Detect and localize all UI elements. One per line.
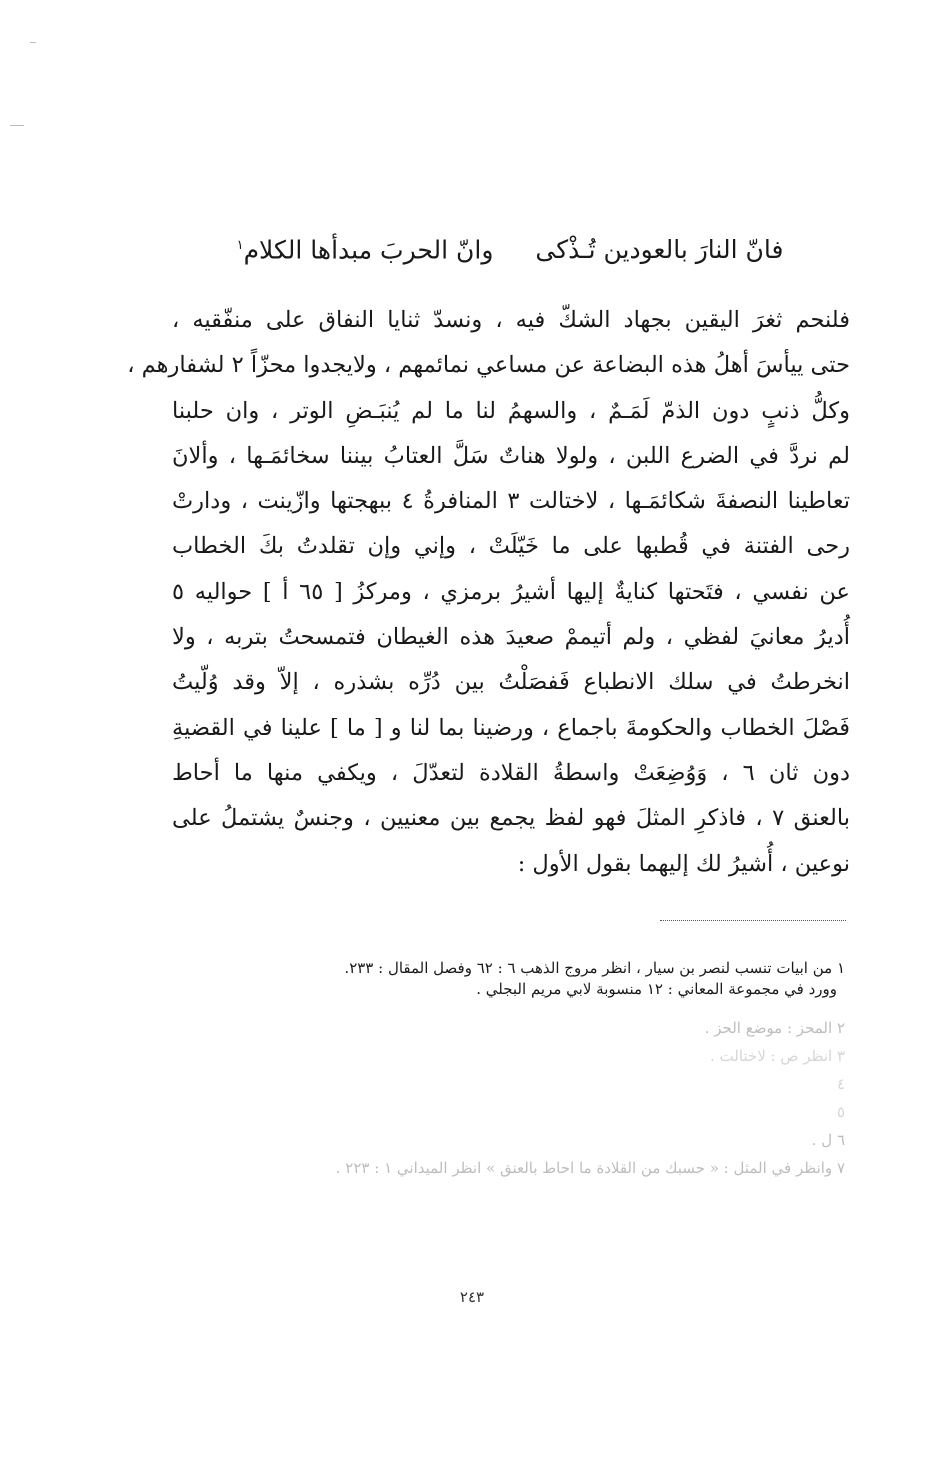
footnote-2: ٢ المحز : موضع الحز . [704, 1019, 845, 1037]
body-line: تعاطينا النصفةَ شكائمَـها ، لاختالت ٣ المنافرةُ ٤ ببهجتها وازّينت ، ودارتْ [172, 488, 850, 515]
body-line: عن نفسي ، فتَحتها كنايةٌ إليها أشيرُ برمزي ، ومركزُ [ ٦٥ أ ] حواليه ٥ [172, 578, 850, 605]
body-line: فلنحم ثغرَ اليقين بجهاد الشكّ فيه ، ونسدّ ثنايا النفاق على منفّقيه ، [172, 307, 850, 333]
body-line: أُديرُ معانيَ لفظي ، ولم أتيممْ صعيدَ هذه الغيطان فتمسحتُ بتربه ، ولا [172, 624, 850, 651]
footnotes [180, 958, 845, 1182]
body-line: وكلُّ ذنبٍ دون الذمّ لَمَـمٌ ، والسهمُ لنا ما لم يُنبَـضِ الوتر ، وان حلبنا [172, 397, 850, 424]
footnote-1-continuation: وورد في مجموعة المعاني : ١٢ منسوبة لابي مريم البجلي . [476, 980, 837, 998]
footnote-3: ٣ انظر ص : لاختالت . [709, 1047, 845, 1065]
footnote-4: ٤ [836, 1075, 845, 1093]
scan-mark [30, 42, 36, 43]
footnote-5: ٥ [836, 1103, 845, 1121]
verse-line [200, 226, 820, 270]
body-line: نوعين ، أُشيرُ لك إليهما بقول الأول : [517, 850, 850, 877]
body-line: رحى الفتنة في قُطبها على ما خَيّلَتْ ، وإني وإن تقلدتُ بكَ الخطاب [172, 533, 850, 560]
body-line: لم نردَّ في الضرع اللبن ، ولولا هناتٌ سَلَّ العتابُ بيننا سخائمَـها ، وألانَ [172, 442, 850, 469]
footnote-separator [660, 920, 846, 921]
body-line: فَصْلَ الخطاب والحكومةَ باجماع ، ورضينا بما لنا و [ ما ] علينا في القضيةِ [172, 714, 850, 741]
footnote-reference: ١ [236, 238, 244, 253]
body-paragraph [127, 298, 850, 887]
body-line: دون ثان ٦ ، وَوُضِعَتْ واسطةُ القلادة لتعدّلَ ، ويكفي منها ما أحاط [172, 759, 850, 786]
footnote-6: ٦ ل . [811, 1131, 845, 1149]
footnote-1: ١ من ابيات تنسب لنصر بن سيار ، انظر مروج الذهب ٦ : ٦٢ وفصل المقال : ٢٣٣. [344, 959, 845, 977]
page-number: ٢٤٣ [459, 1288, 485, 1306]
verse-first-hemistich: فانّ النارَ بالعودين تُـذْكى [535, 235, 784, 265]
body-line: انخرطتُ في سلك الانطباع فَفصَلْتُ بين دُرِّه بشذره ، إلاّ وقد وُلّيتُ [172, 669, 850, 696]
verse-second-hemistich-text: وانّ الحربَ مبدأها الكلام [243, 235, 494, 265]
footnote-7: ٧ وانظر في المثل : « حسبك من القلادة ما احاط بالعنق » انظر الميداني ١ : ٢٢٣ . [335, 1159, 845, 1177]
scan-mark [10, 125, 24, 126]
body-line: حتى ييأسَ أهلُ هذه البضاعة عن مساعي نمائمهم ، ولايجدوا محزّاً ٢ لشفارهم ، [127, 352, 850, 379]
verse-second-hemistich [237, 226, 494, 270]
body-line: بالعنق ٧ ، فاذكرِ المثلَ فهو لفظ يجمع بين معنيين ، وجنسٌ يشتملُ على [172, 805, 850, 832]
